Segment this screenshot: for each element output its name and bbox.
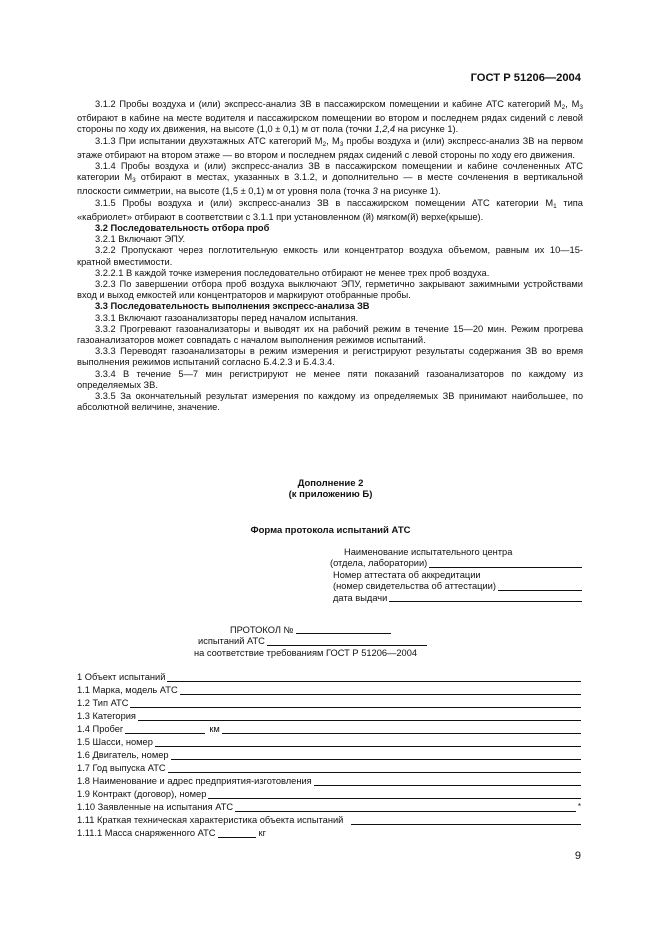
form-row-1-10 <box>77 802 581 812</box>
form-label-1-11: 1.11 Краткая техническая характеристика объекта испытаний <box>77 815 344 825</box>
form-label-1-10: 1.10 Заявленные на испытания АТС <box>77 802 234 812</box>
center-dept-label: (отдела, лаборатории) <box>330 558 428 569</box>
paragraph-3-3-5: 3.3.5 За окончательный результат измерения по каждому из определяемых ЗВ принимают наибольшее, по абсолютной величине, значение. <box>77 391 583 413</box>
form-row-1-8 <box>77 776 581 786</box>
paragraph-3-1-3: 3.1.3 При испытании двухэтажных АТС категорий $М_2$, $М_3$ пробы воздуха и (или) экспресс-анализ ЗВ на первом этаже отбирают на втором этаже — во втором и последнем рядах сидений с левой стороны по ходу его движения. <box>77 135 583 160</box>
document-header: ГОСТ Р 51206—2004 <box>470 72 581 84</box>
form-label-1-5: 1.5 Шасси, номер <box>77 737 153 747</box>
form-row-1-2 <box>77 698 581 708</box>
form-label-1-11-1: 1.11.1 Масса снаряженного АТС <box>77 828 216 838</box>
certificate-row <box>330 581 582 592</box>
form-label-1-7: 1.7 Год выпуска АТС <box>77 763 166 773</box>
paragraph-3-2-1: 3.2.1 Включают ЭПУ. <box>95 234 186 245</box>
appendix-title-block <box>0 478 661 500</box>
paragraph-3-1-4: 3.1.4 Пробы воздуха и (или) экспресс-анализ ЗВ в пассажирском помещении и кабине сочлененных АТС категории $М_3$ отбирают в местах, указанных в 3.1.2, и дополнительно — в месте сочленения в вертикальной плоскости симметрии, на высоте (1,5 ± 0,1) м от уровня пола (точка 3 на рисунке 1). <box>77 161 583 197</box>
form-label-1-4: 1.4 Пробег <box>77 724 124 734</box>
form-title: Форма протокола испытаний АТС <box>250 525 411 536</box>
protocol-number-row <box>190 625 450 636</box>
mass-unit: кг <box>258 828 266 838</box>
protocol-vehicle-label: испытаний АТС <box>198 636 265 647</box>
protocol-vehicle-row <box>190 636 450 647</box>
protocol-standard-label: на соответствие требованиям ГОСТ Р 51206—2004 <box>194 647 418 658</box>
form-line-1-7 <box>168 763 581 773</box>
form-row-1-5 <box>77 737 581 747</box>
form-row-1-6 <box>77 750 581 760</box>
body-text <box>77 99 583 413</box>
paragraph-3-2-3: 3.2.3 По завершении отбора проб воздуха выключают ЭПУ, герметично закрывают зажимными устройствами вход и выход емкостей или концентраторов и маркируют отобранные пробы. <box>77 279 583 301</box>
mass-line <box>218 828 256 838</box>
form-line-1-3 <box>138 711 581 721</box>
form-row-1-9 <box>77 789 581 799</box>
paragraph-3-1-2: 3.1.2 Пробы воздуха и (или) экспресс-анализ ЗВ в пассажирском помещении и кабине АТС категорий $М_2$, $М_3$ отбирают в кабине на месте водителя и пассажирском помещении во втором и последнем рядах сидений с левой стороны по ходу их движения, на высоте (1,0 ± 0,1) м от пола (точки 1,2,4 на рисунке 1). <box>77 99 583 135</box>
form-line-1-8 <box>314 776 581 786</box>
form-line-1-10 <box>235 802 576 812</box>
paragraph-3-3-1: 3.3.1 Включают газоанализаторы перед началом испытания. <box>95 312 359 323</box>
certificate-label: (номер свидетельства об аттестации) <box>333 581 496 592</box>
form-line-1 <box>167 672 581 682</box>
form-label-1-3: 1.3 Категория <box>77 711 136 721</box>
accreditation-label: Номер аттестата об аккредитации <box>333 569 481 580</box>
form-row-1-1 <box>77 685 581 695</box>
protocol-block <box>190 625 450 659</box>
form-row-1-11-1 <box>77 828 581 838</box>
paragraph-3-3-3: 3.3.3 Переводят газоанализаторы в режим измерения и регистрируют результаты содержания ЗВ во время выполнения режимов испытаний согласно Б.4.2.3 и Б.4.3.4. <box>77 346 583 368</box>
issue-date-row <box>330 593 582 604</box>
form-line-1-2 <box>130 698 581 708</box>
form-line-1-5 <box>155 737 581 747</box>
page-number: 9 <box>574 850 581 862</box>
form-label-1-1: 1.1 Марка, модель АТС <box>77 685 178 695</box>
test-center-block <box>330 547 582 604</box>
form-line-1-4 <box>222 724 581 734</box>
form-line-1-1 <box>180 685 581 695</box>
appendix-title: Дополнение 2 <box>297 478 364 489</box>
form-label-1-6: 1.6 Двигатель, номер <box>77 750 169 760</box>
issue-date-line <box>389 593 582 602</box>
form-line-1-11 <box>351 815 581 825</box>
appendix-subtitle: (к приложению Б) <box>288 489 373 500</box>
paragraph-3-2-2-1: 3.2.2.1 В каждой точке измерения последовательно отбирают не менее трех проб воздуха. <box>95 267 490 278</box>
form-label-1-8: 1.8 Наименование и адрес предприятия-изготовления <box>77 776 312 786</box>
protocol-number-line <box>296 625 391 634</box>
certificate-line <box>498 581 582 590</box>
heading-3-3: 3.3 Последовательность выполнения экспресс-анализа ЗВ <box>95 301 370 312</box>
protocol-number-label: ПРОТОКОЛ № <box>230 625 294 635</box>
heading-3-2: 3.2 Последовательность отбора проб <box>95 223 270 234</box>
mileage-line <box>125 724 205 734</box>
form-label-1-2: 1.2 Тип АТС <box>77 698 129 708</box>
form-row-1-11 <box>77 815 581 825</box>
paragraph-3-2-2: 3.2.2 Пропускают через поглотительную емкость или концентратор воздуха объемом, равным их 10—15-кратной вместимости. <box>77 245 583 267</box>
form-row-1-4 <box>77 724 581 734</box>
paragraph-3-3-4: 3.3.4 В течение 5—7 мин регистрируют не менее пяти показаний газоанализаторов по каждому из определяемых ЗВ. <box>77 368 583 390</box>
center-dept-line <box>429 558 582 567</box>
issue-date-label: дата выдачи <box>333 592 388 603</box>
center-name-label: Наименование испытательного центра <box>344 547 513 557</box>
footnote-mark: * <box>577 802 581 811</box>
form-label-1-9: 1.9 Контракт (договор), номер <box>77 789 207 799</box>
form-line-1-9 <box>208 789 581 799</box>
form-row-1-3 <box>77 711 581 721</box>
form-line-1-6 <box>171 750 581 760</box>
protocol-vehicle-line <box>267 636 427 645</box>
center-dept-row <box>330 558 582 569</box>
form-row-1 <box>77 672 581 682</box>
paragraph-3-1-5: 3.1.5 Пробы воздуха и (или) экспресс-анализ ЗВ в пассажирском помещении АТС категории $М_1$ типа «кабриолет» отбирают в соответствии с 3.1.1 при установленном (й) мягком(й) верхе(крыше). <box>77 197 583 222</box>
paragraph-3-3-2: 3.3.2 Прогревают газоанализаторы и выводят их на рабочий режим в течение 15—20 мин. Режим прогрева газоанализаторов может совпадать с началом выполнения режимов испытаний. <box>77 323 583 346</box>
form-label-1: 1 Объект испытаний <box>77 672 166 682</box>
form-row-1-7 <box>77 763 581 773</box>
mileage-unit: км <box>209 724 220 734</box>
